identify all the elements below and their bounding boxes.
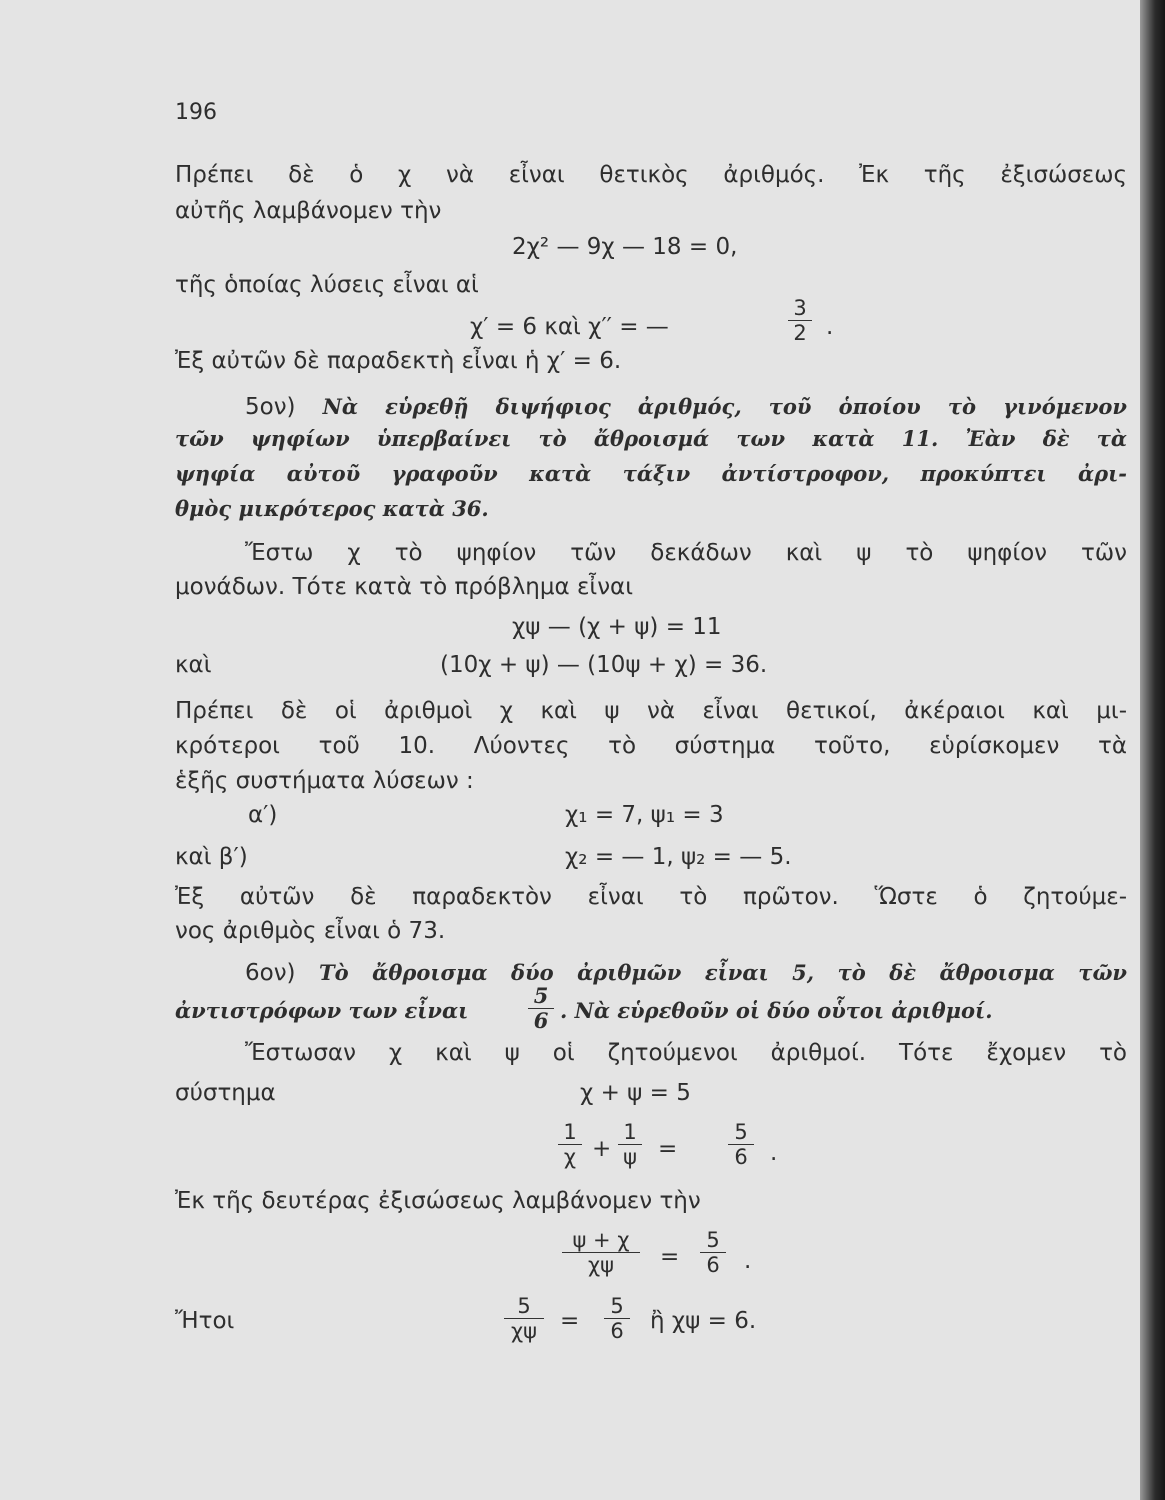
plus-sign: + bbox=[592, 1136, 612, 1162]
equals-sign: = bbox=[560, 1308, 580, 1334]
denominator: ψ bbox=[618, 1144, 642, 1169]
period: . bbox=[826, 314, 834, 340]
fraction bbox=[604, 1294, 630, 1343]
fraction bbox=[700, 1228, 726, 1277]
numerator: 5 bbox=[706, 1228, 720, 1252]
numerator: 1 bbox=[623, 1120, 637, 1144]
problem-label: 5ον) bbox=[245, 394, 296, 420]
equals-sign: = bbox=[660, 1244, 680, 1270]
fraction bbox=[728, 1120, 754, 1169]
case-label: καὶ β′) bbox=[175, 844, 248, 870]
equation: χ′ = 6 καὶ χ′′ = — bbox=[470, 314, 669, 340]
equation: χ + ψ = 5 bbox=[580, 1080, 691, 1106]
problem-6-line bbox=[175, 958, 1127, 988]
book-edge bbox=[1140, 0, 1165, 1500]
fraction bbox=[788, 296, 812, 345]
text-line: Πρέπει δὲ οἱ ἀριθμοὶ χ καὶ ψ νὰ εἶναι θετικοί, ἀκέραιοι καὶ μι- bbox=[175, 698, 1127, 724]
equals-sign: = bbox=[658, 1136, 678, 1162]
text-line bbox=[175, 538, 1127, 568]
fraction bbox=[562, 1228, 640, 1277]
problem-5-line: ψηφία αὐτοῦ γραφοῦν κατὰ τάξιν ἀντίστροφον, προκύπτει ἀρι- bbox=[175, 461, 1127, 486]
denominator: χψ bbox=[504, 1318, 544, 1343]
problem-5-line: θμὸς μικρότερος κατὰ 36. bbox=[175, 496, 489, 521]
fraction bbox=[528, 984, 554, 1033]
numerator: 5 bbox=[517, 1294, 531, 1318]
text-line: κρότεροι τοῦ 10. Λύοντες τὸ σύστημα τοῦτο, εὑρίσκομεν τὰ bbox=[175, 733, 1127, 759]
text-line: καὶ bbox=[175, 652, 212, 678]
text: Ἔστωσαν χ καὶ ψ οἱ ζητούμενοι ἀριθμοί. Τότε ἔχομεν τὸ bbox=[245, 1040, 1127, 1066]
numerator: ψ + χ bbox=[572, 1228, 630, 1252]
equation: 2χ² — 9χ — 18 = 0, bbox=[512, 234, 738, 260]
numerator: 5 bbox=[610, 1294, 624, 1318]
fraction bbox=[504, 1294, 544, 1343]
problem-6-line: . Νὰ εὑρεθοῦν οἱ δύο οὗτοι ἀριθμοί. bbox=[560, 998, 993, 1023]
problem-6-line: ἀντιστρόφων των εἶναι bbox=[175, 998, 469, 1023]
text-line: σύστημα bbox=[175, 1080, 276, 1106]
denominator: χψ bbox=[562, 1252, 640, 1277]
denominator: 2 bbox=[788, 320, 812, 345]
problem-5-line: τῶν ψηφίων ὑπερβαίνει τὸ ἄθροισμά των κατὰ 11. Ἐὰν δὲ τὰ bbox=[175, 426, 1127, 451]
solution: χ₁ = 7, ψ₁ = 3 bbox=[565, 802, 724, 828]
text-line: Ἐξ αὐτῶν δὲ παραδεκτὸν εἶναι τὸ πρῶτον. Ὥστε ὁ ζητούμε- bbox=[175, 884, 1127, 910]
case-label: α′) bbox=[248, 802, 278, 828]
problem-text: Τὸ ἄθροισμα δύο ἀριθμῶν εἶναι 5, τὸ δὲ ἄθροισμα τῶν bbox=[319, 960, 1128, 985]
denominator: 6 bbox=[700, 1252, 726, 1277]
period: . bbox=[744, 1248, 752, 1274]
denominator: χ bbox=[558, 1144, 582, 1169]
text-line: νος ἀριθμὸς εἶναι ὁ 73. bbox=[175, 918, 446, 944]
text-line: Ἐκ τῆς δευτέρας ἐξισώσεως λαμβάνομεν τὴν bbox=[175, 1188, 701, 1214]
numerator: 5 bbox=[734, 1120, 748, 1144]
denominator: 6 bbox=[528, 1008, 554, 1033]
period: . bbox=[770, 1140, 778, 1166]
fraction bbox=[558, 1120, 582, 1169]
text-line: μονάδων. Τότε κατὰ τὸ πρόβλημα εἶναι bbox=[175, 574, 633, 600]
page-number: 196 bbox=[175, 100, 217, 125]
numerator: 5 bbox=[533, 983, 549, 1008]
problem-5-line bbox=[175, 392, 1127, 422]
denominator: 6 bbox=[604, 1318, 630, 1343]
problem-label: 6ον) bbox=[245, 960, 296, 986]
denominator: 6 bbox=[728, 1144, 754, 1169]
text-line: αὐτῆς λαμβάνομεν τὴν bbox=[175, 198, 442, 224]
text-line bbox=[175, 1038, 1127, 1068]
text-line: Πρέπει δὲ ὁ χ νὰ εἶναι θετικὸς ἀριθμός. Ἐκ τῆς ἐξισώσεως bbox=[175, 162, 1127, 188]
text-line: Ἐξ αὐτῶν δὲ παραδεκτὴ εἶναι ἡ χ′ = 6. bbox=[175, 348, 622, 374]
text-line: Ἤτοι bbox=[175, 1308, 235, 1334]
text-line: ἑξῆς συστήματα λύσεων : bbox=[175, 768, 474, 794]
solution: χ₂ = — 1, ψ₂ = — 5. bbox=[565, 844, 792, 870]
numerator: 3 bbox=[793, 296, 807, 320]
equation: ἢ χψ = 6. bbox=[650, 1308, 757, 1334]
numerator: 1 bbox=[563, 1120, 577, 1144]
text: Ἔστω χ τὸ ψηφίον τῶν δεκάδων καὶ ψ τὸ ψηφίον τῶν bbox=[245, 540, 1127, 566]
text-line: τῆς ὁποίας λύσεις εἶναι αἱ bbox=[175, 272, 479, 298]
problem-text: Νὰ εὑρεθῇ διψήφιος ἀριθμός, τοῦ ὁποίου τὸ γινόμενον bbox=[322, 394, 1127, 419]
equation: (10χ + ψ) — (10ψ + χ) = 36. bbox=[440, 652, 768, 678]
fraction bbox=[618, 1120, 642, 1169]
equation: χψ — (χ + ψ) = 11 bbox=[512, 614, 722, 640]
